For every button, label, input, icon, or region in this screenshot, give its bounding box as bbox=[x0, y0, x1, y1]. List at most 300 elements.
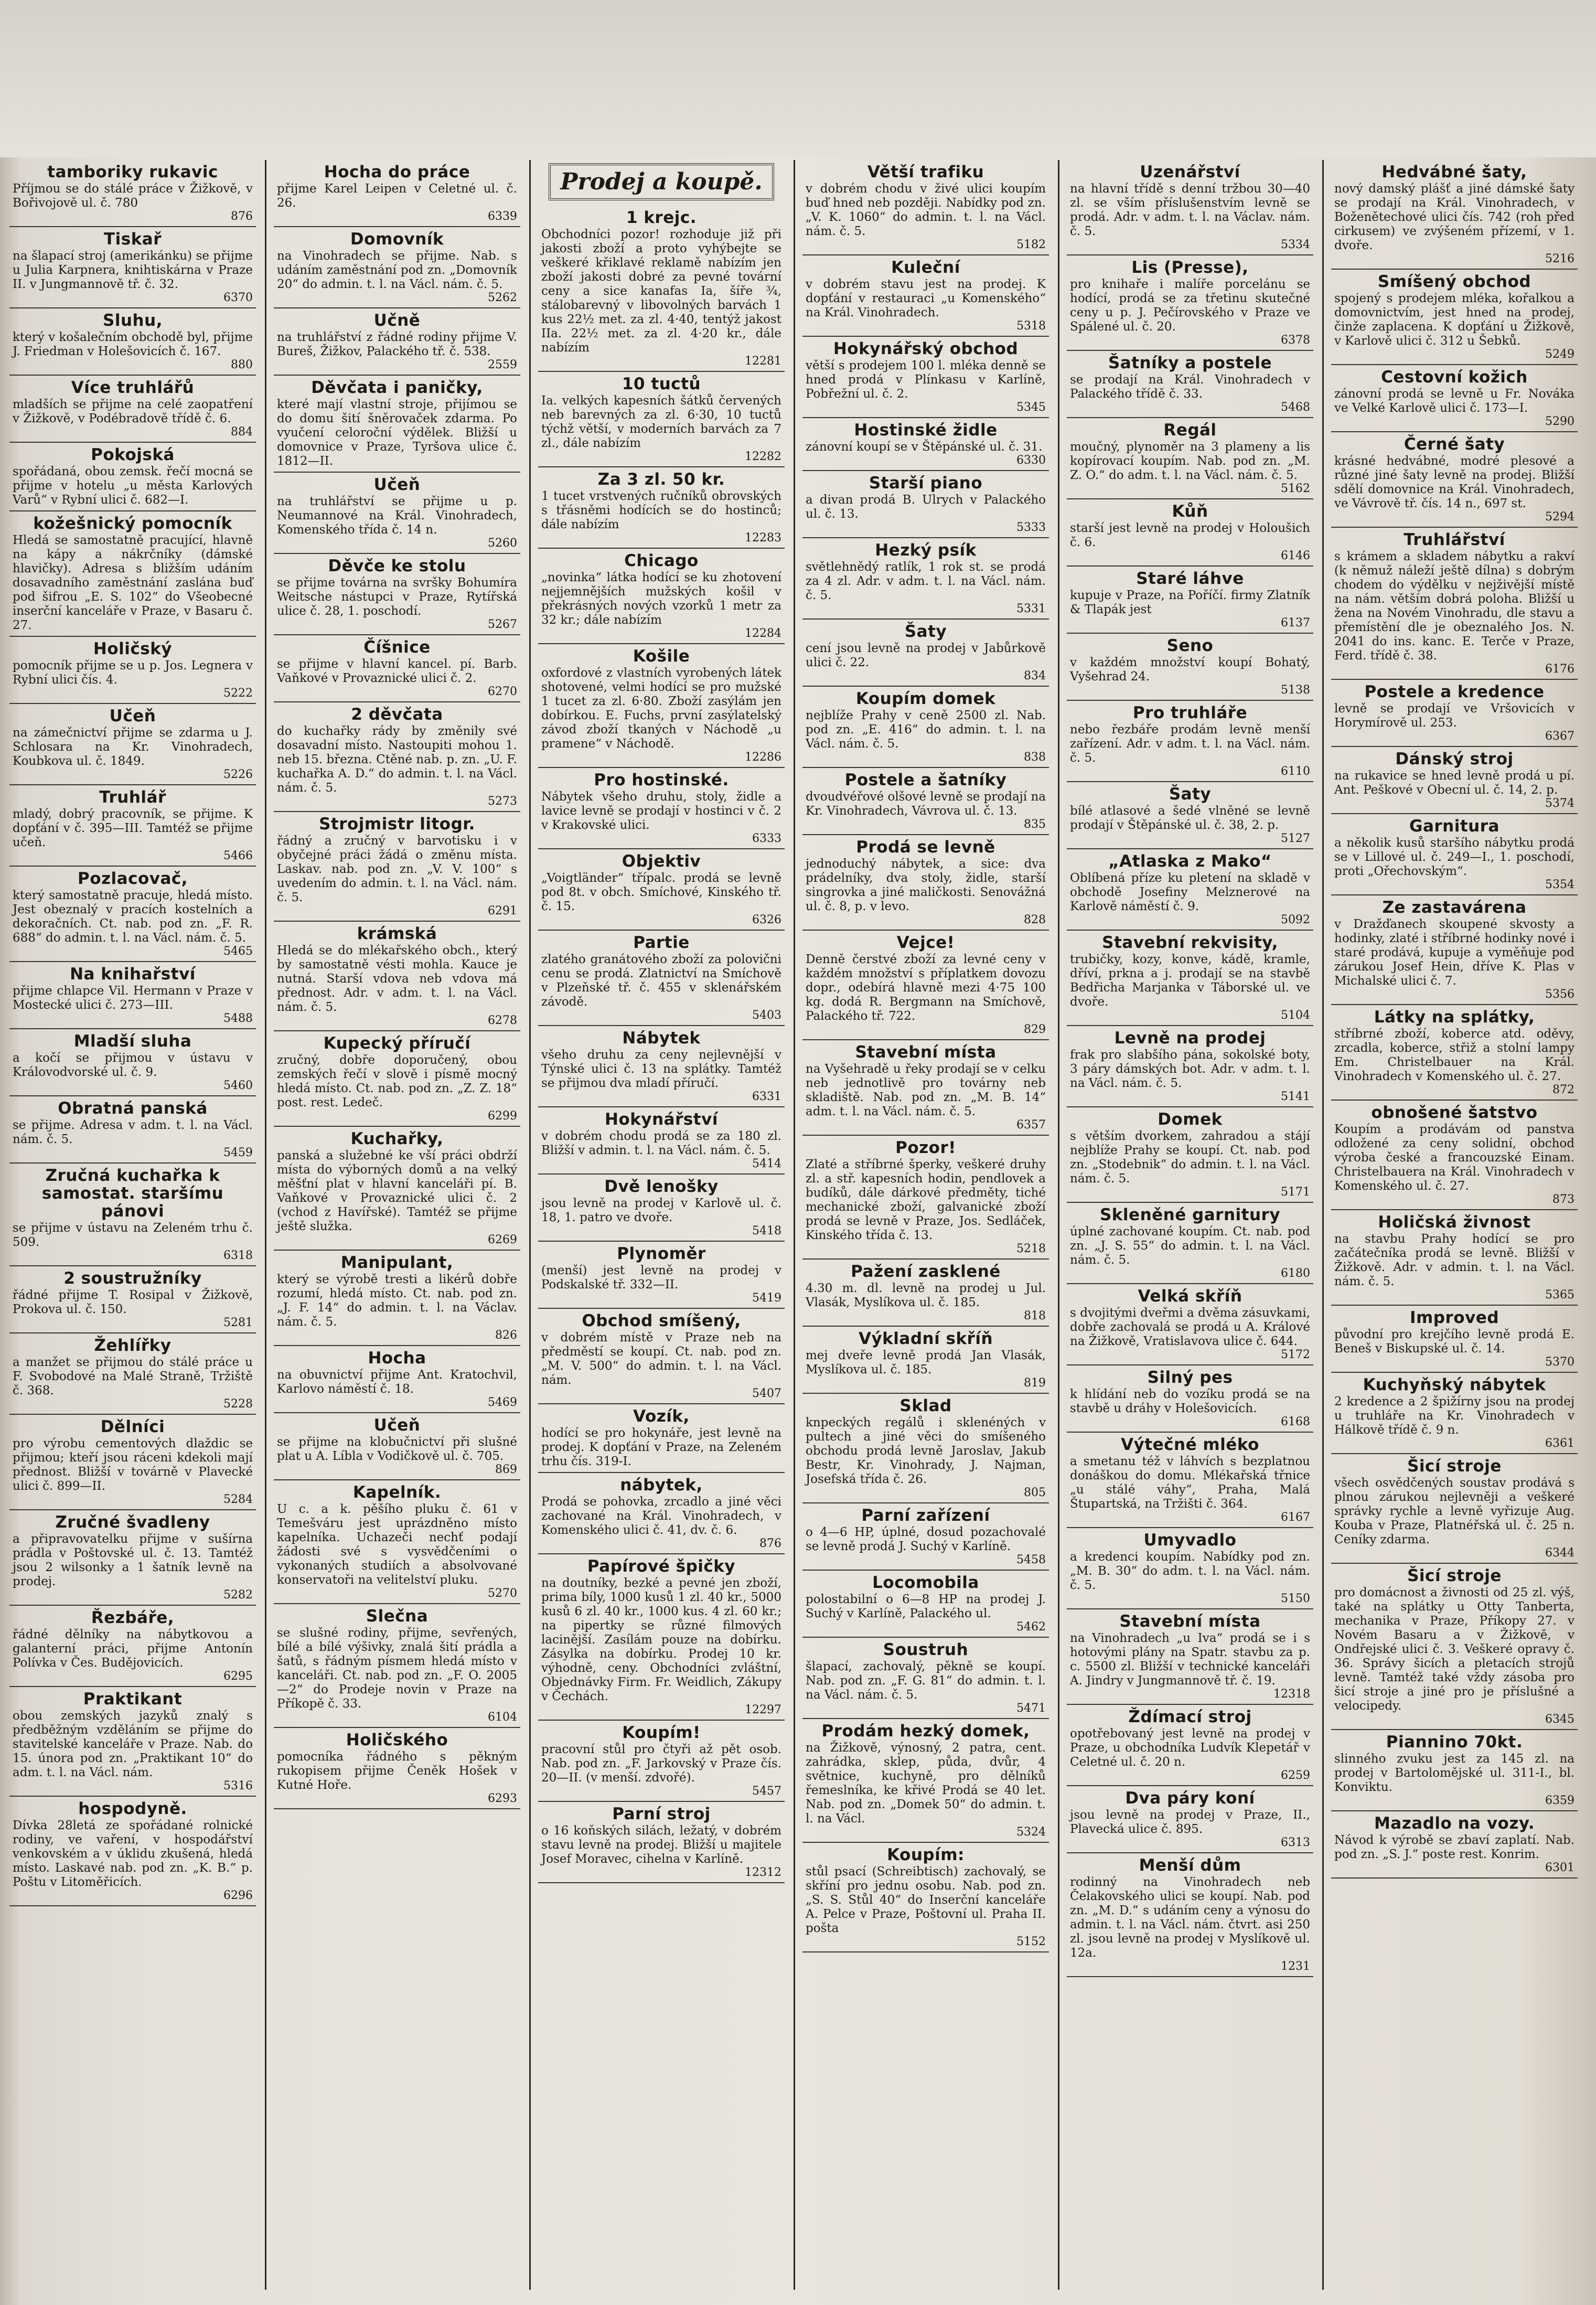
ad-reference-number: 12283 bbox=[745, 531, 781, 545]
ad-reference-number: 6367 bbox=[1545, 730, 1574, 743]
ad-heading: Levně na prodej bbox=[1114, 1029, 1266, 1048]
classified-ad bbox=[538, 1404, 785, 1473]
ad-reference-number: 6345 bbox=[1545, 1713, 1574, 1726]
ad-reference-number: 5218 bbox=[1016, 1242, 1046, 1255]
ad-text: Hledá se do mlékařského obch., který by samostatně vésti mohla. Kauce je nutná. Starší vdova neb vdova má přednost. Adr. v adm. t. l. na Václ. nám. č. 5. bbox=[277, 944, 517, 1014]
ad-reference-number: 5407 bbox=[752, 1387, 781, 1400]
ad-text: U c. a k. pěšího pluku č. 61 v Temešváru jest uprázdněno místo kapelníka. Uchazeči nechť podají žádosti své s vysvědčeními o vykonaných studiích a absolvované konservatoři na velitelství pluku. bbox=[277, 1502, 517, 1587]
classified-ad bbox=[1331, 528, 1578, 680]
classified-ad bbox=[1067, 931, 1313, 1026]
ad-heading: Holičská živnost bbox=[1378, 1213, 1531, 1232]
ad-heading: Na knihařství bbox=[70, 965, 196, 984]
ad-text: moučný, plynoměr na 3 plameny a lis kopírovací koupím. Nab. pod zn. „M. Z. O.“ do adm. t. l. na Václ. nám. č. 5. bbox=[1070, 440, 1310, 482]
ad-heading: Prodá se levně bbox=[856, 838, 995, 857]
classified-ad bbox=[802, 1040, 1049, 1136]
ad-text: všech osvědčených soustav prodává s plnou zárukou nejlevněji a veškeré správky rychle a levně vyřizuje Aug. Kouba v Praze, Platnéřská ul. č. 25 n. Ceníky zdarma. bbox=[1334, 1476, 1574, 1546]
classified-ad bbox=[274, 376, 520, 473]
ad-heading: Obratná panská bbox=[58, 1099, 208, 1118]
ad-heading: krámská bbox=[357, 924, 437, 943]
ad-text: Hledá se samostatně pracující, hlavně na kápy a nákrčníky (dámské hlavičky). Adresa s bližším udáním dosavadního zaměstnání zaslána buď pod šifrou „E. S. 102“ do Všeobecné inserční kanceláře v Praze, v Basaru č. 27. bbox=[13, 533, 253, 632]
ad-text: s větším dvorkem, zahradou a stájí nejblíže Prahy se koupí. Ct. nab. pod zn. „Stodebnik“ do admin. t. l. na Václ. nám. č. 5. bbox=[1070, 1129, 1310, 1186]
ad-reference-number: 5092 bbox=[1281, 913, 1310, 926]
ad-heading: Hocha do práce bbox=[324, 163, 470, 182]
ad-heading: Tiskař bbox=[103, 230, 162, 249]
ad-reference-number: 834 bbox=[1024, 669, 1046, 682]
ad-heading: Sluhu, bbox=[103, 311, 163, 330]
ad-reference-number: 6291 bbox=[488, 904, 517, 917]
classified-ad bbox=[1067, 782, 1313, 849]
ad-reference-number: 6293 bbox=[488, 1792, 517, 1805]
classified-ad bbox=[1067, 499, 1313, 567]
ad-heading: Pro truhláře bbox=[1132, 703, 1248, 722]
classified-ad bbox=[538, 931, 785, 1026]
ad-reference-number: 6104 bbox=[488, 1711, 517, 1724]
classified-ad bbox=[1067, 1203, 1313, 1284]
ad-text: v Dražďanech skoupené skvosty a hodinky, zlaté i stříbrné hodinky nové i staré prodává, kupuje a vyměňuje pod zárukou Josef Hein, dříve K. Plas v Michalské ulici č. 7. bbox=[1334, 917, 1574, 988]
ad-reference-number: 6313 bbox=[1281, 1836, 1310, 1849]
classified-ad bbox=[802, 768, 1049, 835]
ad-text: dvoudvéřové olšové levně se prodají na Kr. Vinohradech, Vávrova ul. č. 13. bbox=[806, 790, 1046, 818]
ad-text: a několik kusů staršího nábytku prodá se v Lillové ul. č. 249—I., 1. poschodí, proti „Ořechovským“. bbox=[1334, 836, 1574, 878]
ad-text: nejblíže Prahy v ceně 2500 zl. Nab. pod zn. „E. 416“ do admin. t. l. na Václ. nám. č. 5. bbox=[806, 709, 1046, 751]
classified-ad bbox=[1331, 1811, 1578, 1879]
ad-text: pomocník přijme se u p. Jos. Legnera v Rybní ulici čís. 4. bbox=[13, 659, 253, 687]
ad-heading: Soustruh bbox=[883, 1640, 969, 1659]
ad-text: opotřebovaný jest levně na prodej v Praze, u obchodníka Ludvík Klepetář v Celetné ul. č. 20 n. bbox=[1070, 1727, 1310, 1769]
ad-heading: Děvče ke stolu bbox=[328, 557, 466, 575]
ad-text: na Vinohradech „u Iva“ prodá se i s hotovými plány na Spatr. stavbu za p. c. 5500 zl. Bližší v technické kanceláři A. Jindry v Jungmannově tř. č. 19. bbox=[1070, 1631, 1310, 1688]
classified-ad bbox=[9, 1029, 256, 1096]
ad-heading: Hostinské židle bbox=[854, 421, 998, 440]
ad-heading: Za 3 zl. 50 kr. bbox=[597, 470, 725, 489]
ad-reference-number: 826 bbox=[495, 1329, 517, 1342]
ad-reference-number: 5459 bbox=[223, 1146, 253, 1159]
ad-reference-number: 5182 bbox=[1016, 238, 1046, 251]
ad-heading: Koupím! bbox=[622, 1723, 701, 1742]
ad-reference-number: 6361 bbox=[1545, 1437, 1574, 1450]
ad-text: větší s prodejem 100 l. mléka denně se hned prodá v Plínkasu v Karlíně, Pobřežní ul. č. 2. bbox=[806, 359, 1046, 401]
ad-heading: Učně bbox=[373, 311, 421, 330]
ad-heading: Regál bbox=[1163, 421, 1217, 440]
ad-text: slinného zvuku jest za 145 zl. na prodej v Bartolomějské ul. 311-I., bl. Konviktu. bbox=[1334, 1752, 1574, 1794]
ad-heading: Objektiv bbox=[622, 852, 701, 871]
ad-text: jsou levně na prodej v Praze, II., Plavecká ulice č. 895. bbox=[1070, 1808, 1310, 1836]
ad-text: nový damský plášť a jiné dámské šaty se prodají na Král. Vinohradech, v Boženětechové ulici čís. 742 (roh před cirkusem) ve zvýšeném přízemí, v 1. dvoře. bbox=[1334, 182, 1574, 252]
classified-ad bbox=[1067, 1786, 1313, 1853]
ad-heading: Učeň bbox=[373, 475, 421, 494]
ad-text: které mají vlastní stroje, přijímou se do domu šití šněrovaček zdarma. Po vyučení celoroční výdělek. Bližší u domovnice v Praze, Tyršova ulice č. 1812—II. bbox=[277, 398, 517, 468]
ad-reference-number: 5141 bbox=[1281, 1090, 1310, 1103]
ad-text: mladý, dobrý pracovník, se přijme. K dopťání v č. 395—III. Tamtéž se přijme učeň. bbox=[13, 807, 253, 849]
ad-heading: Výtečné mléko bbox=[1121, 1435, 1259, 1454]
ad-text: se přijme v ústavu na Zeleném trhu č. 509. bbox=[13, 1221, 253, 1249]
ad-reference-number: 876 bbox=[759, 1537, 781, 1550]
ad-reference-number: 6137 bbox=[1281, 616, 1310, 629]
ad-reference-number: 5374 bbox=[1545, 797, 1574, 810]
ad-text: a kočí se přijmou v ústavu v Královodvorské ul. č. 9. bbox=[13, 1051, 253, 1079]
classified-ad bbox=[274, 1346, 520, 1413]
classified-ad bbox=[9, 637, 256, 704]
ad-reference-number: 5316 bbox=[223, 1779, 253, 1792]
classified-ad bbox=[1067, 849, 1313, 931]
ad-heading: Vozík, bbox=[633, 1407, 690, 1426]
ad-reference-number: 876 bbox=[231, 210, 253, 223]
ad-heading: Kuleční bbox=[891, 258, 960, 277]
ad-heading: Manipulant, bbox=[340, 1253, 454, 1272]
ad-heading: Hezký psík bbox=[875, 541, 977, 560]
ad-reference-number: 872 bbox=[1552, 1083, 1574, 1096]
ad-reference-number: 6296 bbox=[223, 1889, 253, 1902]
ad-heading: Pro hostinské. bbox=[594, 771, 729, 789]
ad-text: 2 kredence a 2 špižírny jsou na prodej u truhláře na Kr. Vinohradech v Hálkově třídě č. 9 n. bbox=[1334, 1395, 1574, 1437]
classified-ad bbox=[802, 418, 1049, 471]
ad-text: a divan prodá B. Ulrych v Palackého ul. č. 13. bbox=[806, 493, 1046, 521]
ad-heading: Stavební rekvisity, bbox=[1102, 933, 1278, 952]
ad-reference-number: 6167 bbox=[1281, 1511, 1310, 1524]
ad-text: Zlaté a stříbrné šperky, veškeré druhy zl. a stř. kapesních hodin, pendlovek a budíků, dále dárkové předměty, tiché mechanické zboží, galvanické zboží prodá se levně v Praze, Jos. Sedláček, Kinského třída č. 13. bbox=[806, 1158, 1046, 1242]
ad-heading: Smíšený obchod bbox=[1377, 272, 1531, 291]
ad-heading: Kuchyňský nábytek bbox=[1363, 1375, 1546, 1394]
ad-heading: Pažení zasklené bbox=[851, 1262, 1001, 1281]
ad-text: Oblíbená příze ku pletení na skladě v obchodě Josefiny Melznerové na Karlově náměstí č. 9. bbox=[1070, 871, 1310, 913]
column-3 bbox=[538, 160, 785, 2290]
ad-heading: 1 krejc. bbox=[626, 208, 697, 227]
ad-text: pro výrobu cementových dlaždic se přijmou; kteří jsou ráceni kdekoli mají přednost. Bližší v továrně v Plavecké ulici č. 899—II. bbox=[13, 1437, 253, 1493]
ad-text: pomocníka řádného s pěkným rukopisem přijme Čeněk Hošek v Kutné Hoře. bbox=[277, 1750, 517, 1792]
ad-heading: Mladší sluha bbox=[73, 1032, 192, 1051]
ad-reference-number: 6326 bbox=[752, 913, 781, 926]
classified-ad bbox=[802, 1136, 1049, 1260]
classified-ad bbox=[1331, 1306, 1578, 1373]
ad-reference-number: 869 bbox=[495, 1463, 517, 1476]
ad-reference-number: 5262 bbox=[488, 291, 517, 304]
section-title-prodej-a-koupe: Prodej a koupě. bbox=[549, 163, 774, 200]
ad-text: šlapací, zachovalý, pěkně se koupí. Nab. pod zn. „F. G. 81“ do admin. t. l. na Václ. nám. č. 5. bbox=[806, 1660, 1046, 1702]
ad-text: „novinka“ látka hodící se ku zhotovení nejjemnějších mužských košil v překrásných nových vzorků 1 metr za 32 kr.; dále nabízím bbox=[541, 571, 781, 627]
ad-heading: Mazadlo na vozy. bbox=[1374, 1814, 1535, 1833]
ad-text: v dobrém stavu jest na prodej. K dopťání v restauraci „u Komenského“ na Král. Vinohradech. bbox=[806, 278, 1046, 319]
classified-ad bbox=[9, 511, 256, 637]
classified-ad bbox=[274, 473, 520, 554]
ad-text: zručný, dobře doporučený, obou zemských řečí v slově i písmě mocný hledá místo. Ct. nab. pod zn. „Z. Z. 18“ post. rest. Ledeč. bbox=[277, 1053, 517, 1109]
ad-reference-number: 5365 bbox=[1545, 1288, 1574, 1301]
ad-text: polostabilní o 6—8 HP na prodej J. Suchý v Karlíně, Palackého ul. bbox=[806, 1593, 1046, 1620]
classified-ad bbox=[538, 1107, 785, 1175]
ad-heading: Kapelník. bbox=[352, 1483, 442, 1502]
ad-reference-number: 5104 bbox=[1281, 1009, 1310, 1022]
ad-heading: Koupím domek bbox=[855, 689, 996, 708]
ad-text: se přijme. Adresa v adm. t. l. na Václ. nám. č. 5. bbox=[13, 1118, 253, 1146]
ad-reference-number: 5466 bbox=[223, 849, 253, 862]
ad-reference-number: 6259 bbox=[1281, 1769, 1310, 1782]
ad-text: o 16 koňských silách, ležatý, v dobrém stavu levně na prodej. Bližší u majitele Josef Moravec, cihelna v Karlíně. bbox=[541, 1824, 781, 1866]
ad-text: o 4—6 HP, úplné, dosud pozachovalé se levně prodá J. Suchý v Karlíně. bbox=[806, 1525, 1046, 1553]
ad-heading: Uzenářství bbox=[1140, 163, 1240, 182]
ad-heading: Šaty bbox=[1169, 785, 1212, 804]
classified-ad bbox=[1331, 432, 1578, 528]
classified-ad bbox=[538, 1473, 785, 1554]
classified-ad bbox=[9, 227, 256, 308]
ad-reference-number: 6359 bbox=[1545, 1794, 1574, 1807]
classified-ad bbox=[9, 376, 256, 443]
ad-heading: Koupím: bbox=[887, 1845, 965, 1864]
ad-text: který samostatně pracuje, hledá místo. Jest obeznalý v pracích kostelních a dekoračních. Ct. nab. pod zn. „F. R. 688“ do admin. t. l. na Václ. nám. č. 5. bbox=[13, 889, 253, 945]
classified-ad bbox=[1067, 1705, 1313, 1786]
classified-ad bbox=[802, 1503, 1049, 1571]
classified-ad bbox=[1067, 1528, 1313, 1609]
classified-ad bbox=[538, 206, 785, 372]
ad-text: v každém množství koupí Bohatý, Vyšehrad 24. bbox=[1070, 656, 1310, 684]
classified-ad bbox=[9, 1687, 256, 1797]
ad-heading: 10 tuctů bbox=[622, 375, 701, 393]
ad-text: zlatého granátového zboží za polovični cenu se prodá. Zlatnictví na Smíchově v Plzeňské tř. č. 455 v sklenářském závodě. bbox=[541, 953, 781, 1009]
ad-heading: Skleněné garnitury bbox=[1099, 1205, 1281, 1224]
ad-heading: Strojmistr litogr. bbox=[319, 815, 475, 834]
ad-text: cení jsou levně na prodej v Jabůrkově ulici č. 22. bbox=[806, 642, 1046, 669]
ad-text: jsou levně na prodej v Karlově ul. č. 18, 1. patro ve dvoře. bbox=[541, 1197, 781, 1224]
classified-ad bbox=[1067, 1107, 1313, 1203]
ad-reference-number: 5260 bbox=[488, 537, 517, 550]
classified-ad bbox=[1331, 160, 1578, 270]
classified-ad bbox=[274, 554, 520, 635]
ad-text: Prodá se pohovka, zrcadlo a jiné věci zachované na Král. Vinohradech, v Komenského ulici č. 41, dv. č. 6. bbox=[541, 1495, 781, 1537]
ad-heading: Sklad bbox=[899, 1396, 952, 1415]
ad-text: s dvojitými dveřmi a dvěma zásuvkami, dobře zachovalá se prodá u A. Králové na Žižkově, Vratislavova ulice č. 644. bbox=[1070, 1306, 1310, 1348]
ad-reference-number: 5127 bbox=[1281, 832, 1310, 845]
ad-text: Ia. velkých kapesních šátků červených neb barevných za zl. 6·30, 10 tuctů týchž větší, v moderních barvách za 7 zl., dále nabízím bbox=[541, 394, 781, 450]
ad-text: původní pro krejčího levně prodá E. Beneš v Biskupské ul. č. 14. bbox=[1334, 1328, 1574, 1356]
ad-heading: Postele a kredence bbox=[1364, 682, 1545, 701]
ad-text: a připravovatelku přijme v sušírna prádla v Poštovské ul. č. 13. Tamtéž jsou 2 wilsonky a 1 šatník levně na prodej. bbox=[13, 1532, 253, 1588]
ad-heading: Černé šaty bbox=[1404, 435, 1505, 454]
classified-ad bbox=[538, 1026, 785, 1107]
classified-columns bbox=[9, 160, 1578, 2290]
classified-ad bbox=[1067, 160, 1313, 255]
ad-text: se přijme továrna na svršky Bohumíra Weitsche nástupci v Praze, Rytířská ulice č. 28, 1. poschodí. bbox=[277, 576, 517, 618]
ad-reference-number: 5284 bbox=[223, 1493, 253, 1506]
ad-text: do kuchařky rády by změnily své dosavadní místo. Nastoupiti mohou 1. neb 15. března. Ctěné nab. p. zn. „U. F. kuchařka A. D.“ do admin. t. l. na Václ. nám. č. 5. bbox=[277, 724, 517, 795]
classified-ad bbox=[1331, 1005, 1578, 1101]
ad-text: na hlavní třídě s denní tržbou 30—40 zl. se vším příslušenstvím levně se prodá. Adr. v adm. t. l. na Václav. nám. č. 5. bbox=[1070, 182, 1310, 238]
ad-text: řádné přijme T. Rosipal v Žižkově, Prokova ul. č. 150. bbox=[13, 1288, 253, 1316]
ad-reference-number: 818 bbox=[1024, 1309, 1046, 1322]
ad-text: obou zemských jazyků znalý s předběžným vzděláním se přijme do stavitelské kanceláře v Praze. Nab. do 15. února pod zn. „Praktikant 10“ do adm. t. l. na Václ. nám. bbox=[13, 1709, 253, 1779]
classified-ad bbox=[1067, 1609, 1313, 1705]
ad-reference-number: 6168 bbox=[1281, 1415, 1310, 1428]
ad-heading: Praktikant bbox=[83, 1690, 183, 1709]
classified-ad bbox=[1331, 1564, 1578, 1730]
column-6 bbox=[1331, 160, 1578, 2290]
ad-text: pro domácnost a živnosti od 25 zl. výš, také na splátky u Otty Tanberta, mechanika v Praze, Příkopy 27. v Novém Basaru a v Žižkově, v Ondřejské ulici č. 3. Veškeré opravy č. 36. Správy šicích a pletacích strojů levně. Tamtéž také vždy zásoba pro šicí stroje a jiné pro je příslušné a velocipedy. bbox=[1334, 1586, 1574, 1713]
ad-reference-number: 829 bbox=[1024, 1023, 1046, 1036]
classified-ad bbox=[1331, 1454, 1578, 1564]
ad-text: se slušné rodiny, přijme, sevřených, bílé a bílé výšivky, znalá šití prádla a šatů, s řádným písmem hledá místo v kanceláři. Ct. nab. pod zn. „F. O. 2005—2“ do Prodeje novin v Praze na Příkopě č. 33. bbox=[277, 1626, 517, 1711]
ad-heading: Menší dům bbox=[1139, 1856, 1241, 1875]
ad-text: se prodají na Král. Vinohradech v Palackého třídě č. 33. bbox=[1070, 373, 1310, 401]
classified-ad bbox=[802, 337, 1049, 418]
classified-ad bbox=[9, 867, 256, 962]
ad-text: s krámem a skladem nábytku a rakví (k němuž náleží ještě dílna) s dobrým chodem do výdělku v nejživější místě na nám. větším dobrá poloha. Bližší u žena na Novém Vinohradu, dle stavu a přemístění dle je obeznalého Jos. N. 2041 do ins. kanc. E. Terče v Praze, Ferd. třídě č. 38. bbox=[1334, 550, 1574, 663]
classified-ad bbox=[274, 702, 520, 812]
ad-reference-number: 5331 bbox=[1016, 602, 1046, 615]
classified-ad bbox=[274, 922, 520, 1031]
ad-reference-number: 884 bbox=[231, 425, 253, 439]
ad-text: na truhlářství z řádné rodiny přijme V. Bureš, Žižkov, Palackého tř. č. 538. bbox=[277, 330, 517, 358]
ad-reference-number: 5216 bbox=[1545, 252, 1574, 265]
ad-text: na rukavice se hned levně prodá u pí. Ant. Peškové v Obecní ul. č. 14, 2. p. bbox=[1334, 769, 1574, 797]
column-4 bbox=[802, 160, 1049, 2290]
ad-reference-number: 12281 bbox=[745, 355, 781, 368]
classified-ad bbox=[538, 1802, 785, 1883]
ad-reference-number: 6180 bbox=[1281, 1267, 1310, 1280]
ad-reference-number: 5150 bbox=[1281, 1592, 1310, 1605]
ad-heading: Více truhlářů bbox=[71, 378, 195, 397]
classified-ad bbox=[1067, 701, 1313, 782]
classified-ad bbox=[9, 1096, 256, 1164]
ad-reference-number: 838 bbox=[1024, 751, 1046, 764]
ad-text: mej dveře levně prodá Jan Vlasák, Myslíkova ul. č. 185. bbox=[806, 1349, 1046, 1376]
ad-reference-number: 5471 bbox=[1016, 1702, 1046, 1715]
ad-text: se přijme v hlavní kancel. pí. Barb. Vaňkové v Provaznické ulici č. 2. bbox=[277, 657, 517, 685]
ad-heading: Učeň bbox=[109, 707, 156, 725]
ad-heading: Staré láhve bbox=[1136, 569, 1244, 588]
ad-reference-number: 5418 bbox=[752, 1224, 781, 1237]
ad-text: který v košalečním obchodě byl, přijme J. Friedman v Holešovicích č. 167. bbox=[13, 330, 253, 358]
classified-ad bbox=[802, 255, 1049, 337]
ad-text: oxfordové z vlastních vyrobených látek shotovené, velmi hodící se pro mužské 1 tucet za zl. 6·80. Zboží zasýlám jen dobírkou. E. Fuchs, první zasýlatelský závod zboží tkaných v Náchodě „u pramene“ v Náchodě. bbox=[541, 666, 781, 751]
ad-heading: Nábytek bbox=[622, 1029, 701, 1048]
classified-ad bbox=[802, 1638, 1049, 1719]
classified-ad bbox=[1067, 418, 1313, 499]
ad-reference-number: 5457 bbox=[752, 1785, 781, 1798]
ad-reference-number: 5370 bbox=[1545, 1356, 1574, 1369]
classified-ad bbox=[802, 1394, 1049, 1503]
ad-reference-number: 828 bbox=[1024, 913, 1046, 926]
ad-reference-number: 5468 bbox=[1281, 401, 1310, 414]
ad-heading: Vejce! bbox=[896, 933, 955, 952]
ad-reference-number: 5334 bbox=[1281, 238, 1310, 251]
ad-heading: Šatníky a postele bbox=[1108, 354, 1272, 372]
ad-text: Návod k výrobě se zbaví zaplatí. Nab. pod zn. „S. J.“ poste rest. Konrim. bbox=[1334, 1833, 1574, 1861]
classified-ad bbox=[538, 1175, 785, 1242]
ad-reference-number: 2559 bbox=[488, 358, 517, 371]
ad-text: zánovní koupí se v Štěpánské ul. č. 31. bbox=[806, 440, 1043, 454]
classified-ad bbox=[274, 227, 520, 308]
page-top-margin bbox=[0, 0, 1596, 157]
ad-reference-number: 5290 bbox=[1545, 415, 1574, 428]
classified-ad bbox=[274, 1604, 520, 1728]
ad-heading: Pokojská bbox=[91, 445, 175, 464]
ad-text: a kredenci koupím. Nabídky pod zn. „M. B. 30“ do adm. t. l. na Václ. nám. č. 5. bbox=[1070, 1550, 1310, 1592]
ad-reference-number: 5228 bbox=[223, 1397, 253, 1411]
ad-heading: Zručné švadleny bbox=[55, 1513, 210, 1532]
ad-text: se přijme na klobučnictví při slušné plat u A. Líbla v Vodičkově ul. č. 705. bbox=[277, 1435, 517, 1463]
ad-reference-number: 5462 bbox=[1016, 1620, 1046, 1634]
classified-ad bbox=[538, 644, 785, 768]
ad-heading: Obchod smíšený, bbox=[582, 1311, 741, 1330]
ad-heading: Stavební místa bbox=[1119, 1612, 1261, 1631]
ad-text: v dobrém chodu v živé ulici koupím buď hned neb později. Nabídky pod zn. „V. K. 1060“ do admin. t. l. na Václ. nám. č. 5. bbox=[806, 182, 1046, 238]
ad-heading: Pozlacovač, bbox=[77, 869, 188, 888]
ad-heading: Hokynářství bbox=[605, 1110, 718, 1129]
ad-reference-number: 6357 bbox=[1016, 1118, 1046, 1132]
ad-reference-number: 6269 bbox=[488, 1233, 517, 1246]
ad-reference-number: 1231 bbox=[1281, 1960, 1310, 1973]
classified-ad bbox=[1331, 1730, 1578, 1811]
classified-ad bbox=[538, 549, 785, 644]
ad-text: na zámečnictví přijme se zdarma u J. Schlosara na Kr. Vinohradech, Koubkova ul. č. 1849. bbox=[13, 726, 253, 768]
classified-ad bbox=[9, 1266, 256, 1333]
ad-reference-number: 6295 bbox=[223, 1670, 253, 1683]
ad-heading: Pozor! bbox=[895, 1138, 956, 1157]
classified-ad bbox=[802, 620, 1049, 687]
ad-reference-number: 5281 bbox=[223, 1316, 253, 1329]
ad-text: frak pro slabšího pána, sokolské boty, 3 páry dámských bot. Adr. v adm. t. l. na Václ. nám. č. 5. bbox=[1070, 1048, 1310, 1090]
ad-text: na Vinohradech se přijme. Nab. s udáním zaměstnání pod zn. „Domovník 20“ do admin. t. l. na Václ. nám. č. 5. bbox=[277, 249, 517, 291]
ad-text: nebo řezbáře prodám levně menší zařízení. Adr. v adm. t. l. na Václ. nám. č. 5. bbox=[1070, 723, 1310, 765]
ad-heading: kožešnický pomocník bbox=[33, 514, 232, 533]
ad-reference-number: 5162 bbox=[1281, 482, 1310, 495]
ad-heading: Výkladní skříň bbox=[858, 1329, 993, 1348]
ad-text: spojený s prodejem mléka, kořalkou a domovnictvím, jest hned na prodej, činže zaplacena. K dopťání u Žižkově, v Karlově ulici č. 312 u Šebků. bbox=[1334, 292, 1574, 348]
classified-ad bbox=[9, 1510, 256, 1606]
ad-text: (menší) jest levně na prodej v Podskalské tř. 332—II. bbox=[541, 1264, 781, 1292]
classified-ad bbox=[802, 538, 1049, 620]
ad-text: jednoduchý nábytek, a sice: dva prádelníky, dva stoly, židle, starší singrovka a jiné maličkosti. Senovážná ul. č. 8, p. v levo. bbox=[806, 857, 1046, 913]
classified-ad bbox=[274, 1127, 520, 1251]
ad-reference-number: 880 bbox=[231, 358, 253, 371]
ad-text: na truhlářství se přijme u p. Neumannové na Král. Vinohradech, Komenského třída č. 14 n. bbox=[277, 495, 517, 537]
ad-reference-number: 805 bbox=[1024, 1486, 1046, 1499]
ad-heading: Číšnice bbox=[363, 638, 431, 657]
ad-heading: Látky na splátky, bbox=[1374, 1008, 1535, 1027]
classified-ad bbox=[9, 1797, 256, 1906]
classified-ad bbox=[274, 308, 520, 376]
classified-ad bbox=[274, 1413, 520, 1480]
classified-ad bbox=[274, 812, 520, 922]
classified-ad bbox=[1067, 351, 1313, 418]
ad-heading: Dvě lenošky bbox=[604, 1177, 719, 1196]
ad-text: přijme chlapce Vil. Hermann v Praze v Mostecké ulici č. 273—III. bbox=[13, 984, 253, 1012]
ad-heading: Děvčata i paničky, bbox=[311, 378, 483, 397]
ad-text: panská a služebné ke vší práci obdrží místa do výborných domů a na velký měšťní plat v hlavní kanceláři pí. B. Vaňkové v Provaznické ulici č. 2 (vchod z Havířské). Tamtéž se přijme ještě služka. bbox=[277, 1149, 517, 1233]
ad-reference-number: 5152 bbox=[1016, 1935, 1046, 1948]
ad-heading: Silný pes bbox=[1147, 1368, 1233, 1387]
ad-heading: „Atlaska z Mako“ bbox=[1108, 852, 1272, 871]
ad-heading: Ždímací stroj bbox=[1128, 1708, 1252, 1726]
ad-heading: Cestovní kožich bbox=[1381, 368, 1528, 387]
ad-reference-number: 5488 bbox=[223, 1012, 253, 1025]
column-1 bbox=[9, 160, 256, 2290]
ad-heading: Holičského bbox=[346, 1731, 448, 1749]
ad-text: na šlapací stroj (amerikánku) se přijme u Julia Karpnera, knihtiskárna v Praze II. v Jungmannově tř. č. 32. bbox=[13, 249, 253, 291]
classified-ad bbox=[802, 687, 1049, 768]
ad-reference-number: 5458 bbox=[1016, 1553, 1046, 1566]
ad-reference-number: 5465 bbox=[223, 945, 253, 958]
ad-heading: hospodyně. bbox=[78, 1799, 187, 1818]
classified-ad bbox=[9, 1333, 256, 1415]
ad-heading: Parní zařízení bbox=[861, 1506, 990, 1525]
ad-reference-number: 12297 bbox=[745, 1703, 781, 1716]
ad-reference-number: 5294 bbox=[1545, 510, 1574, 524]
ad-text: „Voigtländer“ třípalc. prodá se levně pod 8t. v obch. Smíchové, Kinského tř. č. 15. bbox=[541, 871, 781, 913]
ad-heading: Velká skříň bbox=[1138, 1287, 1242, 1306]
ad-reference-number: 6301 bbox=[1545, 1861, 1574, 1874]
classified-ad bbox=[802, 931, 1049, 1040]
ad-text: 1 tucet vrstvených ručníků obrovských s třásněmi hodících se do hostinců; dále nabízím bbox=[541, 489, 781, 531]
ad-reference-number: 5414 bbox=[752, 1157, 781, 1170]
classified-ad bbox=[802, 1719, 1049, 1843]
